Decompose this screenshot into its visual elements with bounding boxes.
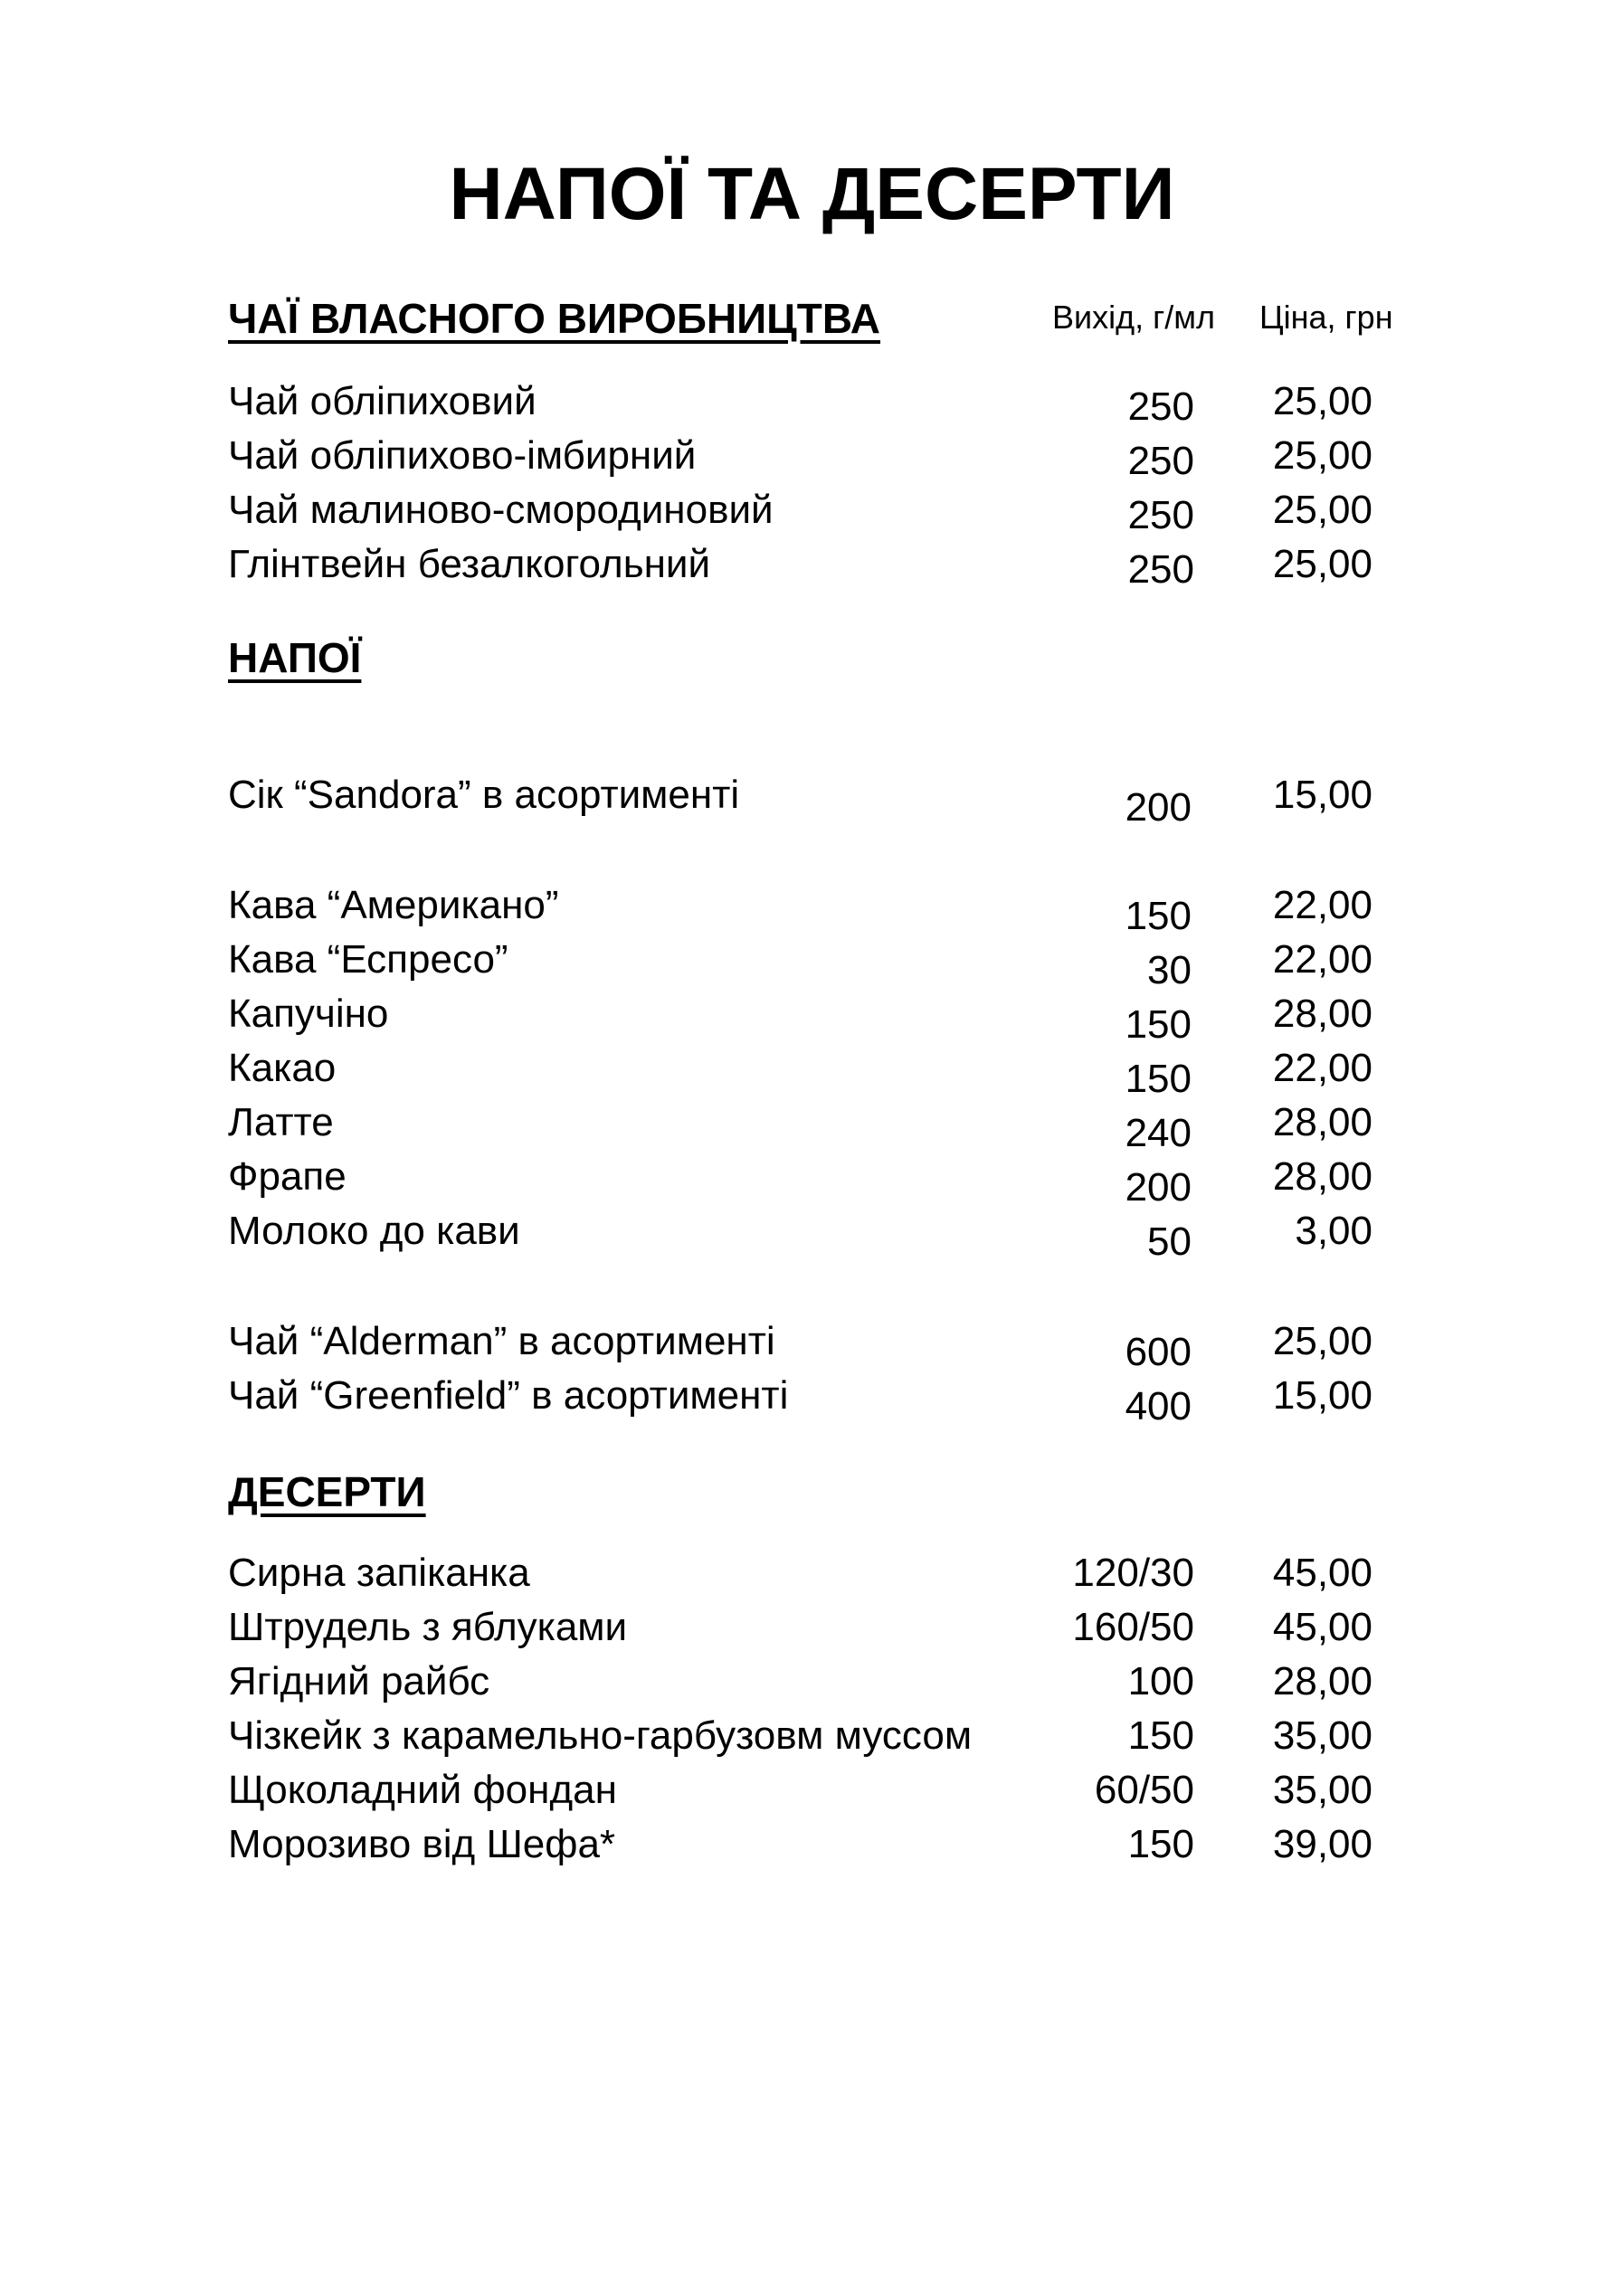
item-qty: 600 xyxy=(1125,1330,1192,1374)
item-price: 22,00 xyxy=(1272,1046,1372,1090)
item-price: 45,00 xyxy=(1272,1605,1372,1649)
menu-row xyxy=(0,1713,1624,1763)
item-price: 28,00 xyxy=(1272,992,1372,1036)
item-name: Какао xyxy=(228,1046,337,1090)
item-qty: 200 xyxy=(1125,1165,1192,1210)
menu-row xyxy=(0,1767,1624,1817)
item-name: Штрудель з яблуками xyxy=(228,1605,628,1649)
item-name: Чай малиново-смородиновий xyxy=(228,488,774,532)
menu-row xyxy=(0,541,1624,592)
item-qty: 250 xyxy=(1127,439,1194,483)
item-name: Глінтвейн безалкогольний xyxy=(228,542,711,586)
menu-row xyxy=(0,1153,1624,1210)
menu-row xyxy=(0,487,1624,537)
item-price: 15,00 xyxy=(1272,1373,1372,1418)
item-qty: 150 xyxy=(1125,894,1192,938)
item-name: Щоколадний фондан xyxy=(228,1768,617,1812)
item-price: 22,00 xyxy=(1272,937,1372,982)
menu-row xyxy=(0,1821,1624,1872)
menu-row xyxy=(0,882,1624,938)
item-name: Чай “Alderman” в асортименті xyxy=(228,1319,775,1363)
item-name: Фрапе xyxy=(228,1154,347,1199)
menu-row xyxy=(0,1318,1624,1374)
item-qty: 240 xyxy=(1125,1111,1192,1155)
item-price: 28,00 xyxy=(1272,1100,1372,1144)
section-heading-drinks: НАПОЇ xyxy=(228,634,362,681)
item-qty: 120/30 xyxy=(1072,1551,1194,1595)
item-name: Чай “Greenfield” в асортименті xyxy=(228,1373,789,1418)
menu-row xyxy=(0,936,1624,992)
item-qty: 160/50 xyxy=(1072,1605,1194,1649)
menu-row xyxy=(0,1550,1624,1600)
item-name: Чай обліпихово-імбирний xyxy=(228,433,697,478)
item-name: Кава “Американо” xyxy=(228,883,559,927)
item-price: 28,00 xyxy=(1272,1659,1372,1703)
menu-row xyxy=(0,1604,1624,1655)
menu-row xyxy=(0,991,1624,1047)
menu-row xyxy=(0,378,1624,429)
item-qty: 400 xyxy=(1125,1384,1192,1428)
item-price: 45,00 xyxy=(1272,1551,1372,1595)
item-name: Сік “Sandora” в асортименті xyxy=(228,773,740,817)
item-qty: 250 xyxy=(1127,493,1194,537)
item-name: Сирна запіканка xyxy=(228,1551,530,1595)
item-price: 3,00 xyxy=(1295,1209,1372,1253)
menu-row xyxy=(0,1099,1624,1155)
item-name: Молоко до кави xyxy=(228,1209,520,1253)
section-heading-desserts: ДЕСЕРТИ xyxy=(228,1468,426,1515)
item-name: Чай обліпиховий xyxy=(228,379,537,423)
item-qty: 30 xyxy=(1147,948,1192,992)
section-heading-teas: ЧАЇ ВЛАСНОГО ВИРОБНИЦТВА xyxy=(228,295,881,342)
item-name: Капучіно xyxy=(228,992,389,1036)
item-price: 39,00 xyxy=(1272,1822,1372,1866)
item-price: 25,00 xyxy=(1272,379,1372,423)
menu-row xyxy=(0,1658,1624,1709)
item-price: 35,00 xyxy=(1272,1713,1372,1758)
item-price: 35,00 xyxy=(1272,1768,1372,1812)
item-qty: 150 xyxy=(1127,1822,1194,1866)
item-name: Чізкейк з карамельно-гарбузовм муссом xyxy=(228,1713,973,1758)
menu-row xyxy=(0,772,1624,830)
item-name: Ягідний райбс xyxy=(228,1659,490,1703)
item-qty: 150 xyxy=(1125,1057,1192,1101)
menu-row xyxy=(0,1208,1624,1264)
item-price: 25,00 xyxy=(1272,1319,1372,1363)
item-qty: 250 xyxy=(1127,547,1194,592)
item-price: 28,00 xyxy=(1272,1154,1372,1199)
item-qty: 60/50 xyxy=(1094,1768,1194,1812)
page-title: НАПОЇ ТА ДЕСЕРТИ xyxy=(449,153,1175,235)
menu-row xyxy=(0,432,1624,483)
item-qty: 200 xyxy=(1125,785,1192,830)
item-name: Латте xyxy=(228,1100,334,1144)
item-qty: 150 xyxy=(1127,1713,1194,1758)
menu-row xyxy=(0,1372,1624,1428)
item-price: 25,00 xyxy=(1272,433,1372,478)
item-price: 22,00 xyxy=(1272,883,1372,927)
item-qty: 150 xyxy=(1125,1002,1192,1047)
column-header-qty: Вихід, г/мл xyxy=(1052,299,1216,336)
item-price: 25,00 xyxy=(1272,488,1372,532)
menu-row xyxy=(0,1045,1624,1101)
item-qty: 50 xyxy=(1147,1219,1192,1264)
item-qty: 100 xyxy=(1127,1659,1194,1703)
column-header-price: Ціна, грн xyxy=(1259,299,1393,336)
item-price: 25,00 xyxy=(1272,542,1372,586)
item-price: 15,00 xyxy=(1272,773,1372,817)
item-name: Морозиво від Шефа* xyxy=(228,1822,616,1866)
item-name: Кава “Еспресо” xyxy=(228,937,508,982)
item-qty: 250 xyxy=(1127,384,1194,429)
